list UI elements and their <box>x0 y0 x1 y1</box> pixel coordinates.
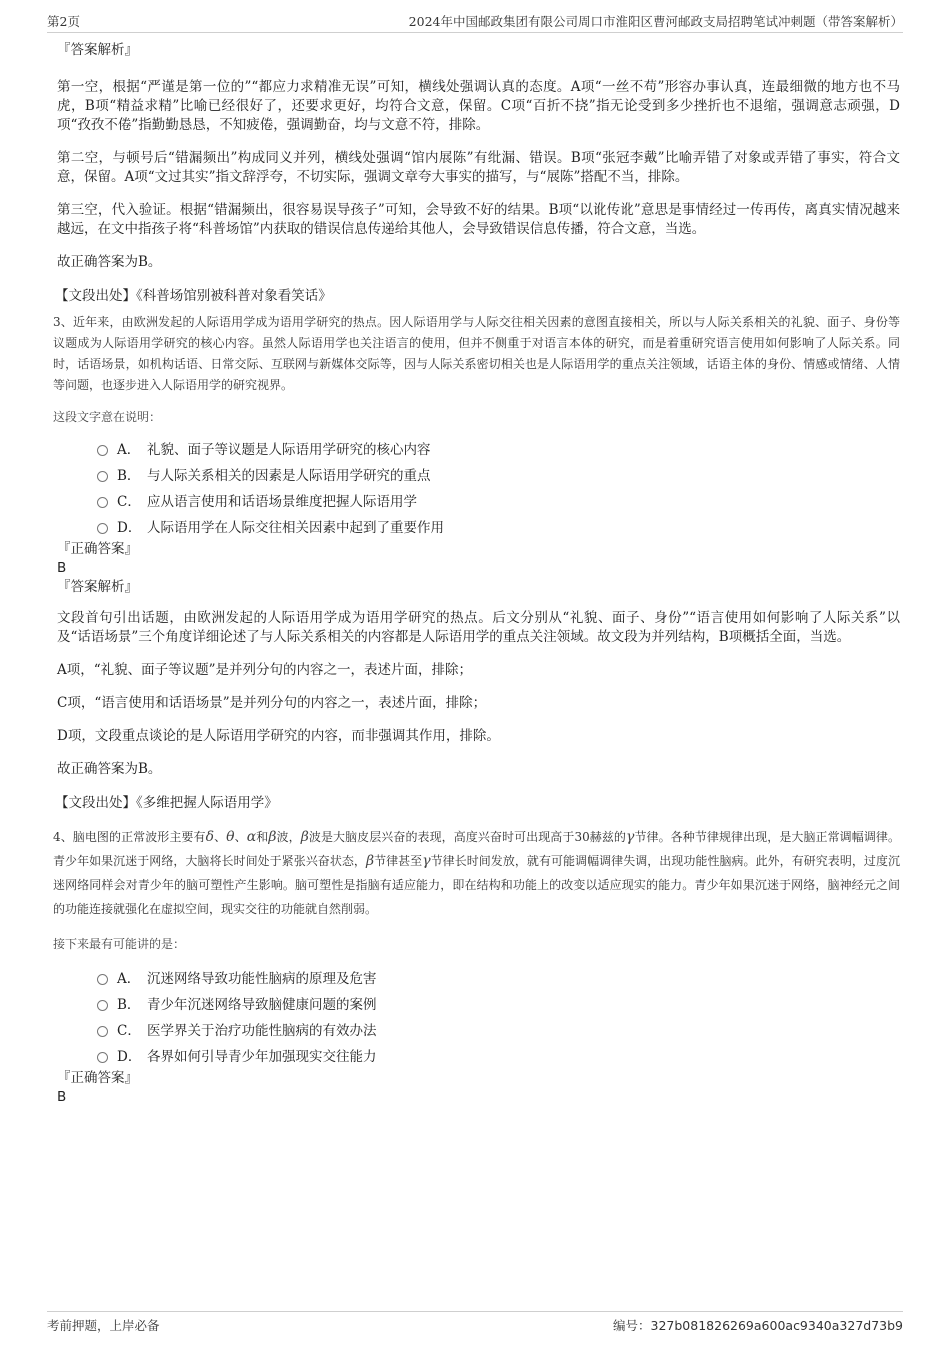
theta-symbol: θ <box>226 829 235 845</box>
analysis-paragraph-3: 第三空，代入验证。根据“错漏频出，很容易误导孩子”可知，会导致不好的结果。B项“以讹传讹”意思是事情经过一传再传，离真实情况越来越远，在文中指孩子将“科普场馆”内获取的错误信息传递给其他人，会导致错误信息传播，符合文意，当选。 <box>57 202 900 237</box>
option-a[interactable]: A． 沉迷网络导致功能性脑病的原理及危害 <box>97 964 900 990</box>
option-c[interactable]: C． 医学界关于治疗功能性脑病的有效办法 <box>97 1016 900 1042</box>
footer-slogan: 考前押题，上岸必备 <box>47 1318 160 1333</box>
radio-button[interactable] <box>97 974 108 985</box>
option-b[interactable]: B． 青少年沉迷网络导致脑健康问题的案例 <box>97 990 900 1016</box>
document-title: 2024年中国邮政集团有限公司周口市淮阳区曹河邮政支局招聘笔试冲刺题（带答案解析） <box>408 14 903 29</box>
analysis-label: 『答案解析』 <box>57 579 138 595</box>
source-line <box>55 286 900 306</box>
source-label: 【文段出处】 <box>55 288 136 304</box>
correct-answer-value: B <box>57 1089 67 1105</box>
beta-symbol: β <box>300 829 309 845</box>
source-title: 《科普场馆别被科普对象看笑话》 <box>136 288 332 304</box>
analysis-conclusion: 故正确答案为B。 <box>57 761 162 777</box>
beta-symbol: β <box>268 829 277 845</box>
radio-button[interactable] <box>97 497 108 508</box>
source-title: 《多维把握人际语用学》 <box>136 795 278 811</box>
question-3-prompt: 这段文字意在说明： <box>53 410 162 424</box>
beta-symbol: β <box>365 853 375 869</box>
option-c[interactable]: C． 应从语言使用和话语场景维度把握人际语用学 <box>97 487 900 513</box>
source-label: 【文段出处】 <box>55 795 136 811</box>
delta-symbol: δ <box>205 829 215 845</box>
radio-button[interactable] <box>97 1052 108 1063</box>
option-d[interactable]: D． 各界如何引导青少年加强现实交往能力 <box>97 1042 900 1068</box>
question-4-prompt: 接下来最有可能讲的是： <box>53 937 186 951</box>
question-3-options <box>57 435 900 539</box>
document-id: 编号：327b081826269a600ac9340a327d73b9 <box>613 1318 903 1333</box>
radio-button[interactable] <box>97 445 108 456</box>
option-d[interactable]: D． 人际语用学在人际交往相关因素中起到了重要作用 <box>97 513 900 539</box>
question-4-options <box>57 964 900 1068</box>
radio-button[interactable] <box>97 1000 108 1011</box>
analysis-paragraph-1: 第一空，根据“严谨是第一位的”“都应力求精准无误”可知，横线处强调认真的态度。A项“一丝不苟”形容办事认真，连最细微的地方也不马虎，B项“精益求精”比喻已经很好了，还要求更好，均符合文意，保留。C项“百折不挠”指无论受到多少挫折也不退缩，强调意志顽强，D项“孜孜不倦”指勤勤恳恳，不知疲倦，强调勤奋，均与文意不符，排除。 <box>57 79 900 133</box>
analysis-paragraph: A项，“礼貌、面子等议题”是并列分句的内容之一，表述片面，排除； <box>57 662 473 678</box>
analysis-paragraph: C项，“语言使用和话语场景”是并列分句的内容之一，表述片面，排除； <box>57 695 487 711</box>
analysis-label: 『答案解析』 <box>57 42 138 58</box>
analysis-paragraph: 文段首句引出话题，由欧洲发起的人际语用学成为语用学研究的热点。后文分别从“礼貌、面子、身份”“语言使用如何影响了人际关系”以及“话语场景”三个角度详细论述了与人际关系相关的内容都是人际语用学的重点关注领域。故文段为并列结构，B项概括全面，当选。 <box>57 610 900 645</box>
gamma-symbol: γ <box>626 829 635 845</box>
radio-button[interactable] <box>97 523 108 534</box>
analysis-paragraph-2: 第二空，与顿号后“错漏频出”构成同义并列，横线处强调“馆内展陈”有纰漏、错误。B项“张冠李戴”比喻弄错了对象或弄错了事实，符合文意，保留。A项“文过其实”指文辞浮夸，不切实际，强调文章夸大事实的描写，与“展陈”搭配不当，排除。 <box>57 150 900 185</box>
option-b[interactable]: B． 与人际关系相关的因素是人际语用学研究的重点 <box>97 461 900 487</box>
source-line <box>55 793 900 813</box>
question-3-text: 3、近年来，由欧洲发起的人际语用学成为语用学研究的热点。因人际语用学与人际交往相关因素的意图直接相关，所以与人际关系相关的礼貌、面子、身份等议题成为人际语用学研究的核心内容。虽然人际语用学也关注语言的使用，但并不侧重于对语言本体的研究，而是着重研究语言使用如何影响了人际关系。同时，话语场景，如机构话语、日常交际、互联网与新媒体交际等，因与人际关系密切相关也是人际语用学的重点关注领域，话语主体的身份、情感或情绪、人情等问题，也逐步进入人际语用学的研究视界。 <box>53 315 900 392</box>
page-header <box>47 12 903 33</box>
correct-answer-label: 『正确答案』 <box>57 541 138 557</box>
option-a[interactable]: A． 礼貌、面子等议题是人际语用学研究的核心内容 <box>97 435 900 461</box>
page-content <box>53 40 900 1106</box>
alpha-symbol: α <box>246 829 257 845</box>
question-4-text: 4、脑电图的正常波形主要有δ、θ、α和β波，β波是大脑皮层兴奋的表现，高度兴奋时可出现高于30赫兹的γ节律。各种节律规律出现，是大脑正常调幅调律。青少年如果沉迷于网络，大脑将长时间处于紧张兴奋状态，β节律甚至γ节律长时间发放，就有可能调幅调律失调，出现功能性脑病。此外，有研究表明，过度沉迷网络同样会对青少年的脑可塑性产生影响。脑可塑性是指脑有适应能力，即在结构和功能上的改变以适应现实的能力。青少年如果沉迷于网络，脑神经元之间的功能连接就强化在虚拟空间，现实交往的功能就自然削弱。 <box>53 829 900 916</box>
page-footer <box>47 1311 903 1334</box>
correct-answer-value: B <box>57 560 67 576</box>
gamma-symbol: γ <box>422 853 431 869</box>
radio-button[interactable] <box>97 471 108 482</box>
analysis-conclusion: 故正确答案为B。 <box>57 254 162 270</box>
correct-answer-label: 『正确答案』 <box>57 1070 138 1086</box>
page-number: 第2页 <box>47 14 80 29</box>
radio-button[interactable] <box>97 1026 108 1037</box>
analysis-paragraph: D项，文段重点谈论的是人际语用学研究的内容，而非强调其作用，排除。 <box>57 728 500 744</box>
